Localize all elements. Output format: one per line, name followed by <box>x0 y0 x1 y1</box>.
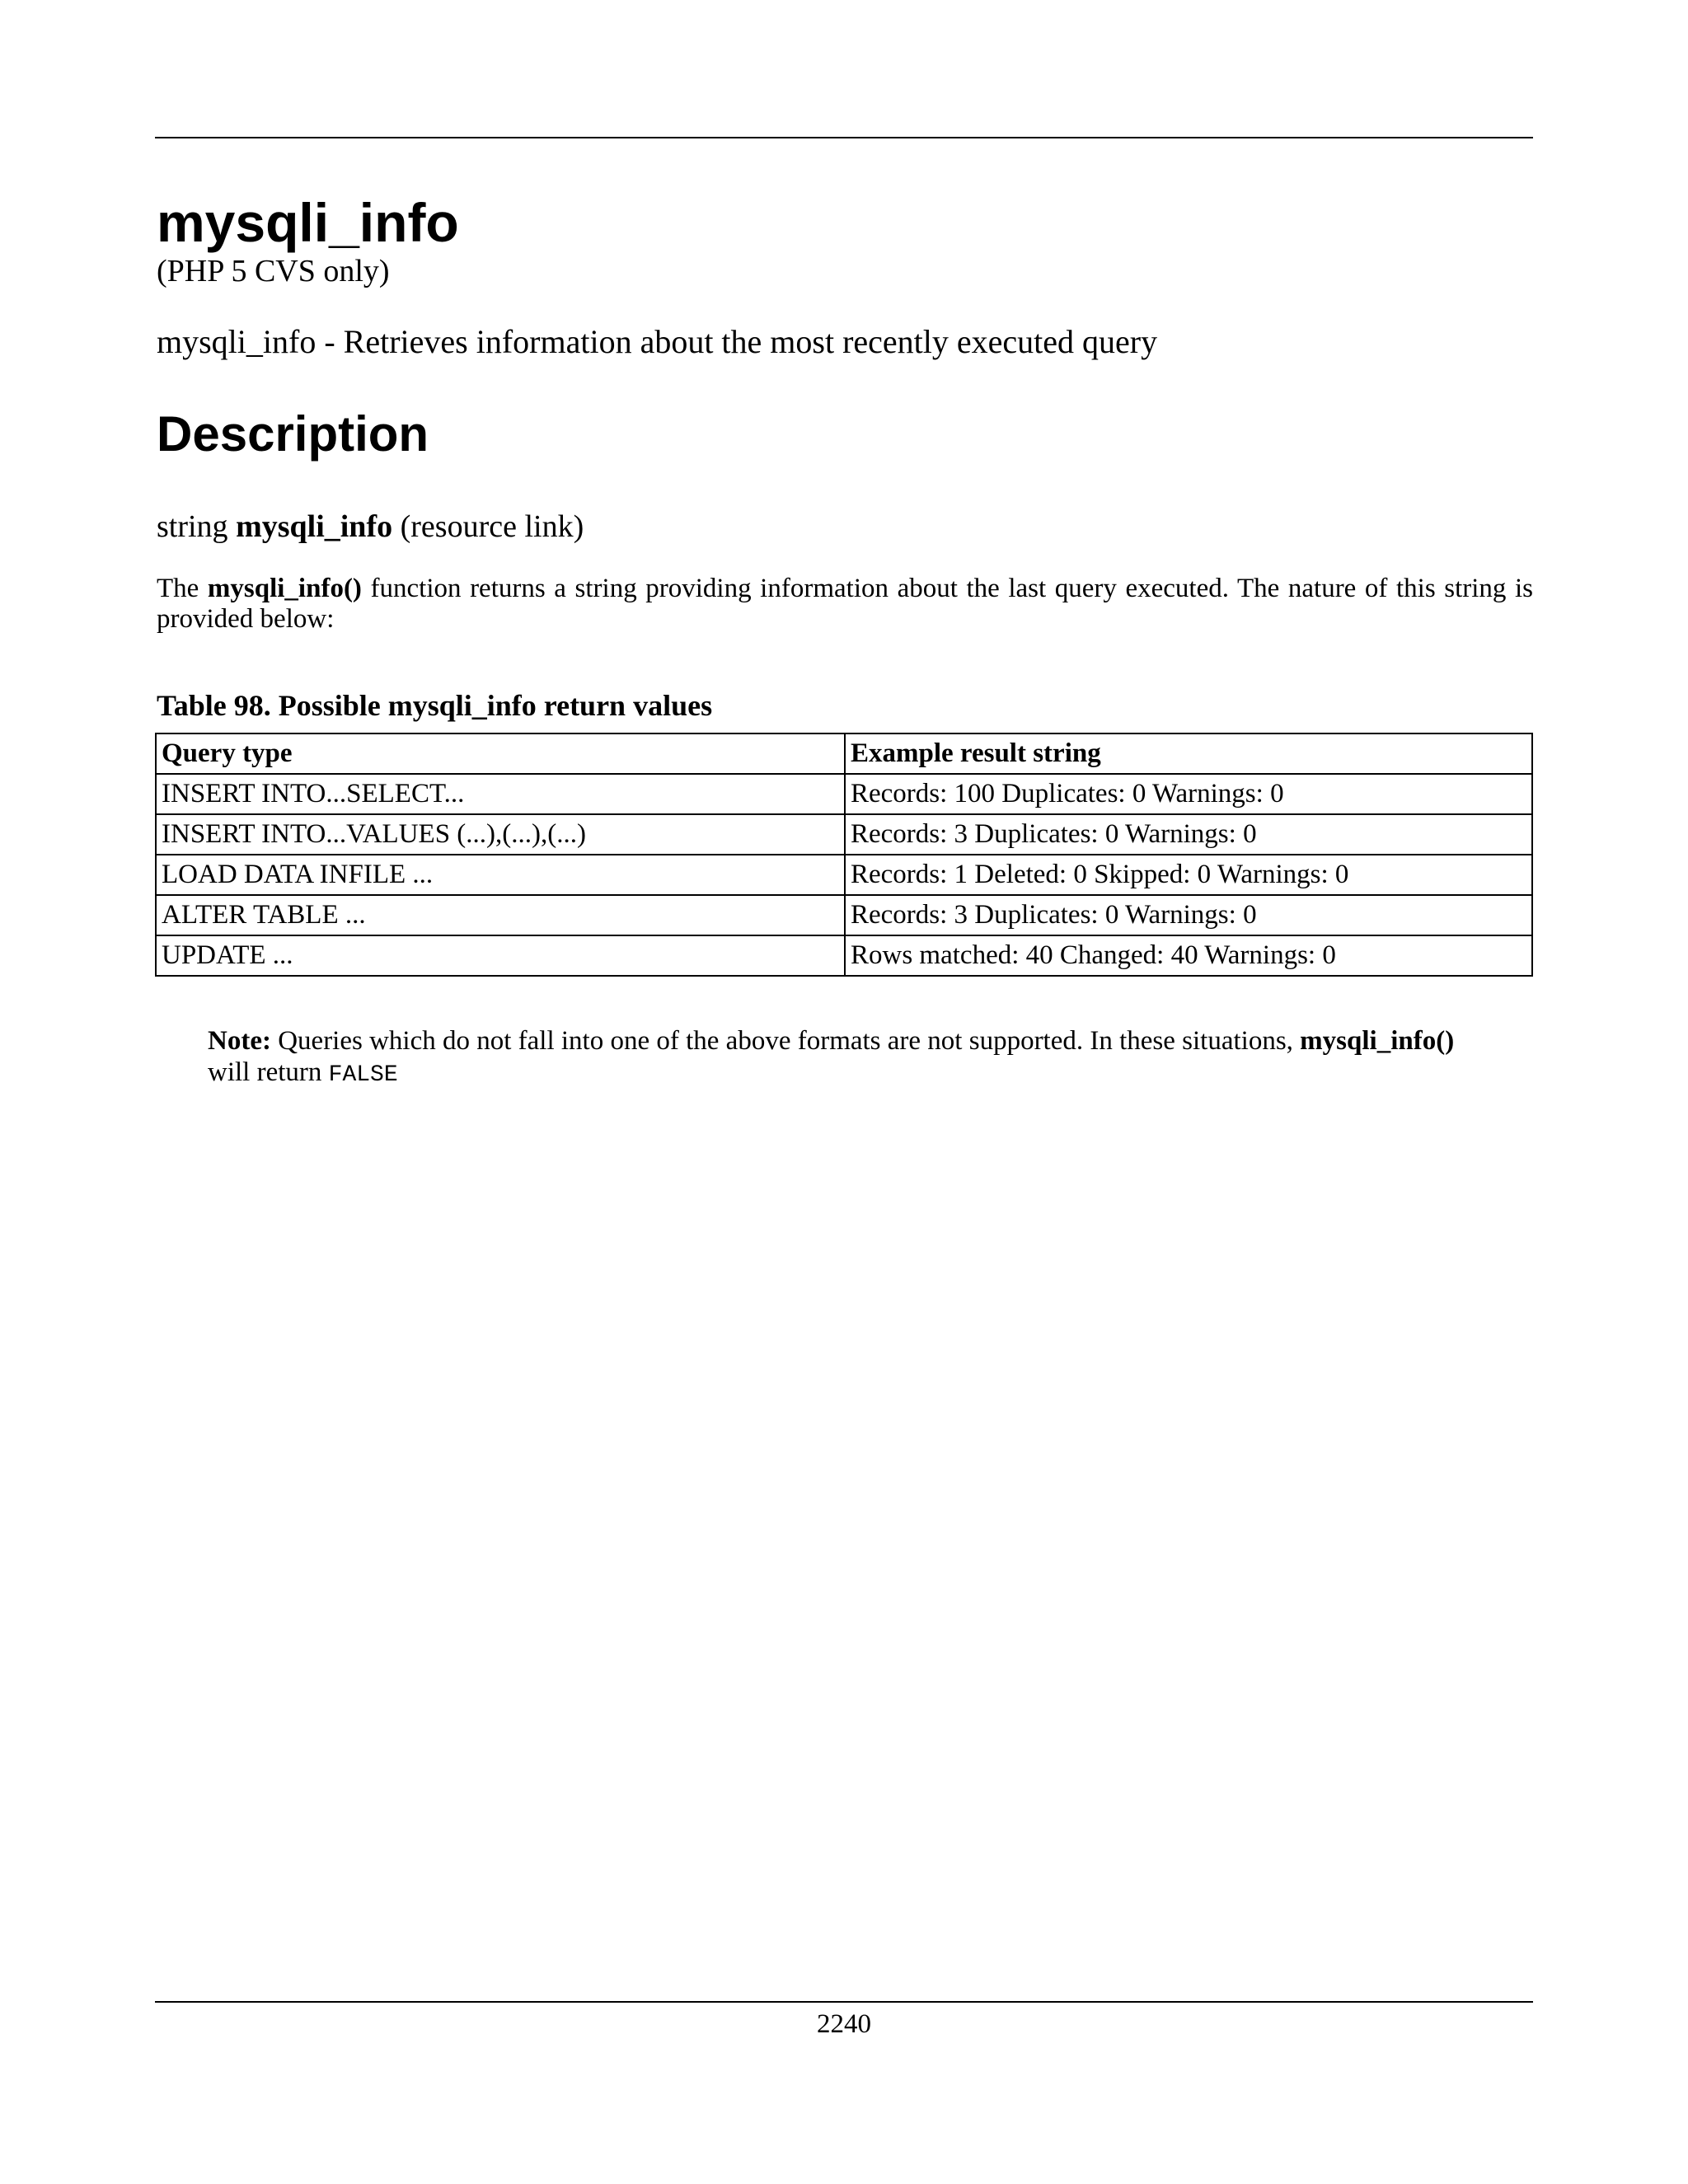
note-function: mysqli_info() <box>1300 1025 1455 1056</box>
result-string-cell: Rows matched: 40 Changed: 40 Warnings: 0 <box>845 935 1532 976</box>
note-block <box>208 1026 1477 1089</box>
table-header-row <box>156 733 1532 774</box>
query-type-cell: INSERT INTO...SELECT... <box>156 774 845 814</box>
footer-rule <box>155 2001 1533 2003</box>
return-type: string <box>157 509 228 544</box>
result-string-cell: Records: 1 Deleted: 0 Skipped: 0 Warnings: 0 <box>845 855 1532 895</box>
table-row <box>156 814 1532 855</box>
note-constant: FALSE <box>328 1062 398 1088</box>
column-header-query-type: Query type <box>156 733 845 774</box>
column-header-example-result: Example result string <box>845 733 1532 774</box>
query-type-cell: INSERT INTO...VALUES (...),(...),(...) <box>156 814 845 855</box>
page-title: mysqli_info <box>157 192 459 253</box>
note-text-2: will return <box>208 1057 322 1087</box>
function-synopsis <box>157 509 1533 546</box>
para-prefix: The <box>157 574 199 604</box>
page-content <box>157 185 1533 1089</box>
result-string-cell: Records: 3 Duplicates: 0 Warnings: 0 <box>845 895 1532 935</box>
function-params: (resource link) <box>400 509 584 544</box>
note-text: Queries which do not fall into one of the above formats are not supported. In these situations, <box>278 1025 1293 1056</box>
para-function: mysqli_info() <box>207 574 362 604</box>
table-row <box>156 774 1532 814</box>
result-string-cell: Records: 100 Duplicates: 0 Warnings: 0 <box>845 774 1532 814</box>
result-string-cell: Records: 3 Duplicates: 0 Warnings: 0 <box>845 814 1532 855</box>
ref-purpose: mysqli_info - Retrieves information about the most recently executed query <box>157 322 1158 360</box>
description-paragraph <box>157 574 1533 634</box>
table-row <box>156 935 1532 976</box>
description-heading: Description <box>157 405 429 462</box>
query-type-cell: LOAD DATA INFILE ... <box>156 855 845 895</box>
query-type-cell: ALTER TABLE ... <box>156 895 845 935</box>
table-row <box>156 855 1532 895</box>
para-text: function returns a string providing information about the last query executed. The nature of this string is provided below: <box>157 574 1534 634</box>
return-values-table <box>155 733 1533 977</box>
function-name: mysqli_info <box>236 509 393 544</box>
query-type-cell: UPDATE ... <box>156 935 845 976</box>
header-rule <box>155 137 1533 138</box>
page-number: 2240 <box>817 2009 871 2039</box>
note-label: Note: <box>208 1025 271 1056</box>
table-title: Table 98. Possible mysqli_info return values <box>157 688 713 722</box>
version-info: (PHP 5 CVS only) <box>157 254 390 288</box>
table-row <box>156 895 1532 935</box>
